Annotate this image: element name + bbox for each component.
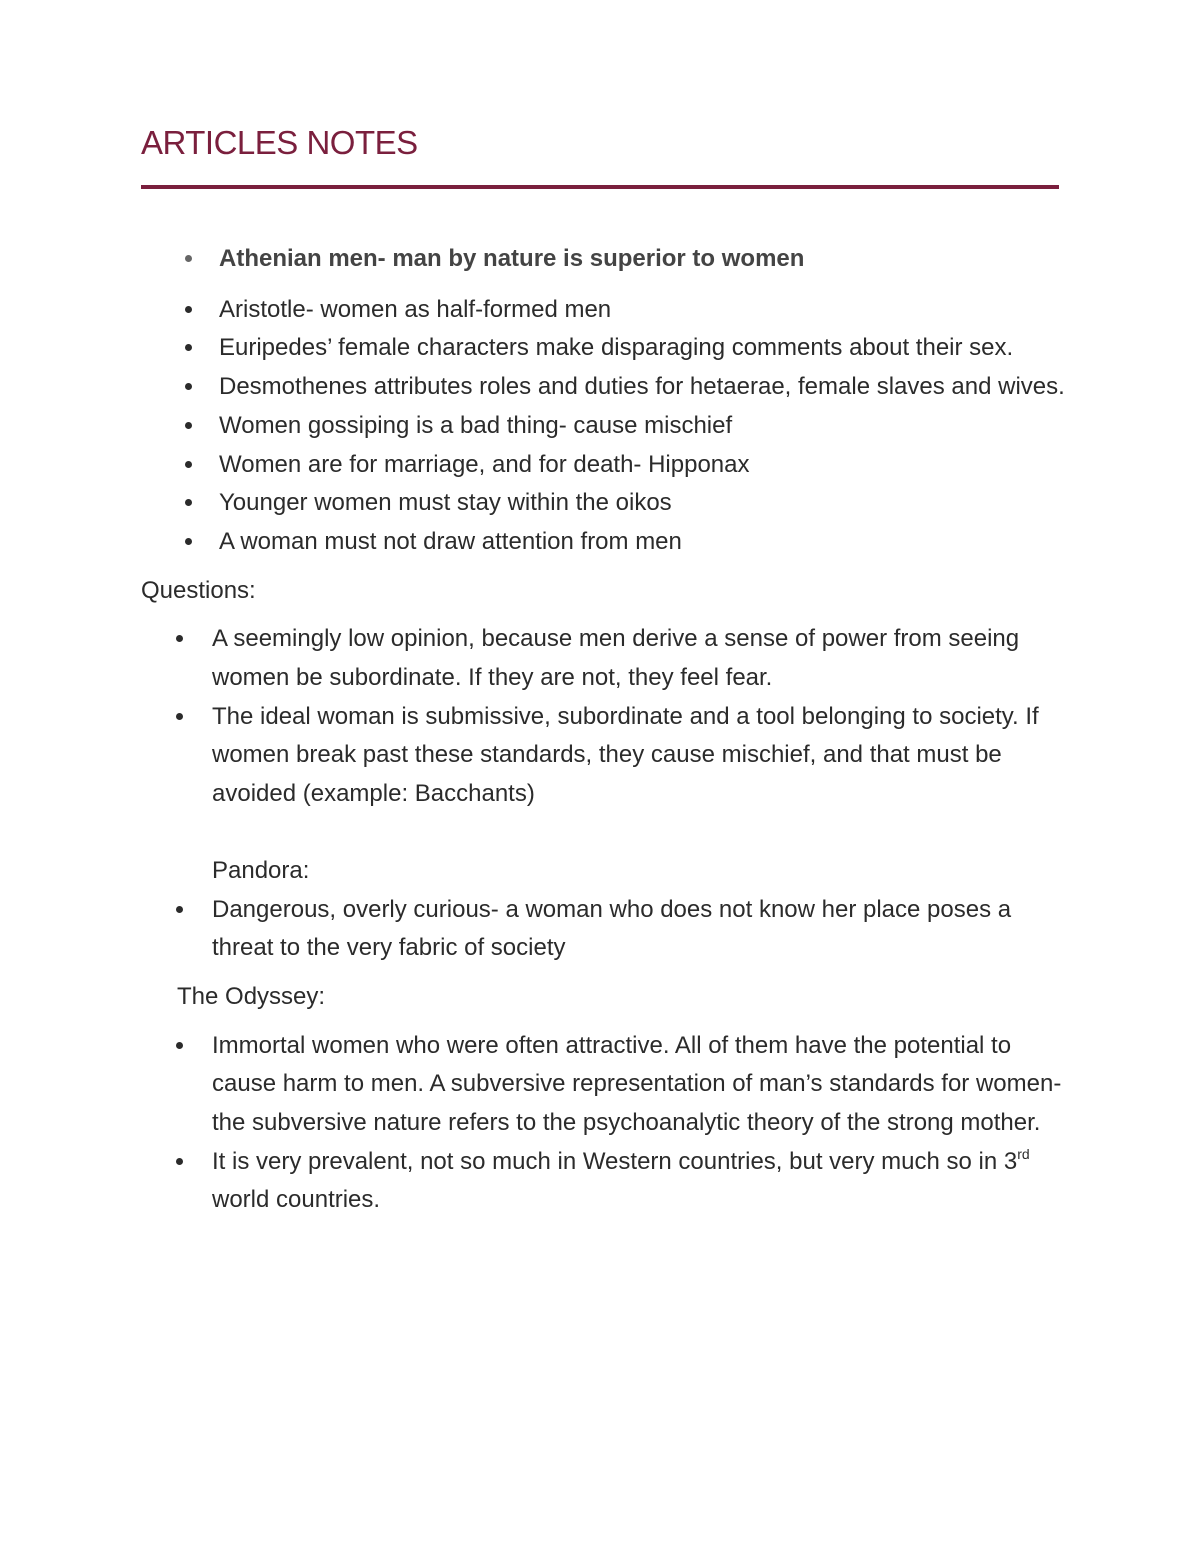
list-item-text: Immortal women who were often attractive. All of them have the potential to cause harm to men. A subversive representation of man’s standards for women- the subversive nature refers to the psychoanalytic theory of the strong mother.	[212, 1031, 1062, 1137]
bullet-icon	[176, 713, 183, 720]
title-underline-rule	[141, 185, 1059, 189]
bullet-icon	[185, 383, 192, 390]
list-item-text-part: It is very prevalent, not so much in Western countries, but very much so in 3	[212, 1147, 1018, 1175]
list-item-text: A seemingly low opinion, because men derive a sense of power from seeing women be subordinate. If they are not, they feel fear.	[212, 625, 1020, 692]
bullet-icon	[185, 461, 192, 468]
pandora-heading: Pandora:	[212, 856, 310, 884]
list-item	[141, 484, 1071, 523]
odyssey-list	[141, 1027, 1071, 1221]
bullet-icon	[185, 344, 192, 351]
bullet-icon	[176, 906, 183, 913]
ordinal-superscript: rd	[1017, 1145, 1030, 1162]
bullet-icon	[185, 499, 192, 506]
spacer	[141, 814, 1071, 852]
document-title: ARTICLES NOTES	[141, 124, 418, 161]
list-item	[141, 891, 1071, 968]
list-item	[141, 240, 1071, 279]
bullet-icon	[185, 538, 192, 545]
list-item-text: Dangerous, overly curious- a woman who does not know her place poses a threat to the very fabric of society	[212, 895, 1012, 962]
notes-list	[141, 240, 1071, 562]
list-item	[141, 1027, 1071, 1143]
bullet-icon	[185, 306, 192, 313]
list-item	[141, 446, 1071, 485]
list-item	[141, 368, 1071, 407]
list-item-text: Euripedes’ female characters make disparaging comments about their sex.	[219, 334, 1014, 362]
list-item-text: Athenian men- man by nature is superior to women	[219, 245, 805, 272]
document-body	[141, 240, 1071, 1220]
bullet-icon	[176, 1158, 183, 1165]
questions-heading: Questions:	[141, 576, 256, 604]
list-item-text: Younger women must stay within the oikos	[219, 489, 672, 517]
list-item	[141, 523, 1071, 562]
pandora-list	[141, 891, 1071, 968]
list-item	[141, 620, 1071, 697]
list-item-text-part: world countries.	[212, 1186, 381, 1214]
list-item-text: Women gossiping is a bad thing- cause mischief	[219, 411, 733, 439]
odyssey-heading: The Odyssey:	[177, 982, 326, 1010]
list-item-text	[212, 1145, 1030, 1214]
bullet-icon	[185, 422, 192, 429]
list-item	[141, 291, 1071, 330]
list-item	[141, 407, 1071, 446]
bullet-icon	[176, 635, 183, 642]
list-item-text: A woman must not draw attention from men	[219, 527, 682, 555]
list-item-text: Women are for marriage, and for death- Hipponax	[219, 450, 750, 478]
list-item-text: Desmothenes attributes roles and duties for hetaerae, female slaves and wives.	[219, 373, 1065, 401]
bullet-icon	[185, 255, 192, 262]
list-item-text: The ideal woman is submissive, subordinate and a tool belonging to society. If women break past these standards, they cause mischief, and that must be avoided (example: Bacchants)	[212, 702, 1039, 808]
bullet-icon	[176, 1042, 183, 1049]
list-item	[141, 329, 1071, 368]
list-item	[141, 698, 1071, 814]
list-item	[141, 1143, 1071, 1220]
questions-list	[141, 620, 1071, 814]
list-item-text: Aristotle- women as half-formed men	[219, 295, 612, 323]
